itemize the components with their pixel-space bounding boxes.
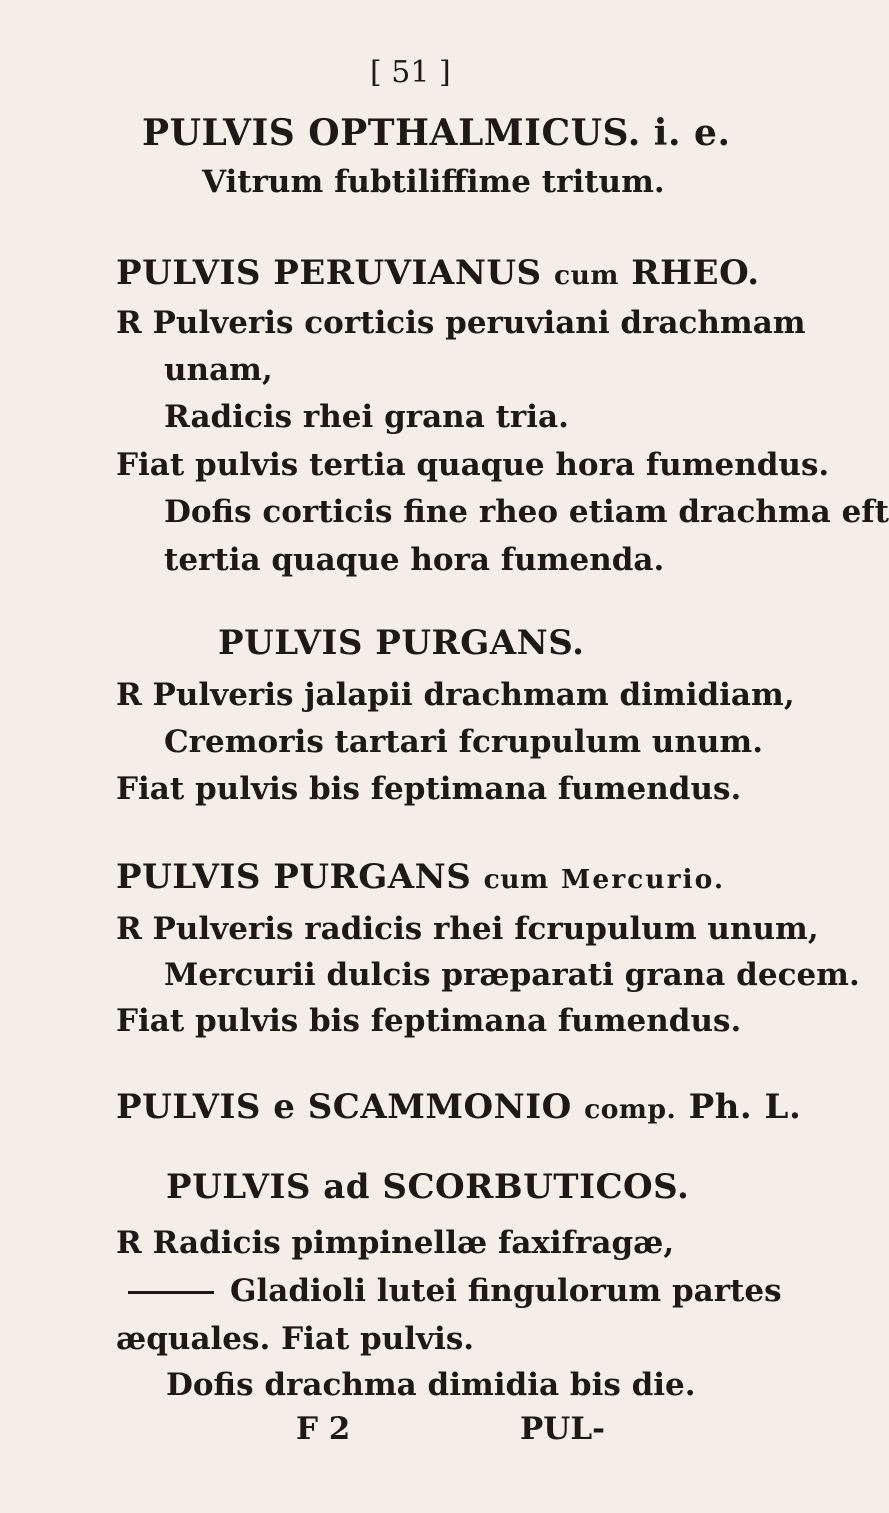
text-line: Dofis drachma dimidia bis die. [166,1367,696,1403]
heading-tail: Ph. L. [688,1087,802,1127]
text-line: tertia quaque hora fumenda. [164,542,665,578]
heading-pulvis-scorbuticos: PULVIS ad SCORBUTICOS. [166,1167,690,1207]
text-line: Dofis corticis fine rheo etiam drachma eft [164,494,889,530]
heading-tail: Mercurio. [560,864,726,895]
heading-pulvis-peruvianus [116,253,760,293]
text-line: R Pulveris jalapii drachmam dimidiam, [116,677,795,713]
text-line: R Radicis pimpinellæ faxifragæ, [116,1225,675,1261]
text-line: æquales. Fiat pulvis. [116,1321,475,1357]
catchword: PUL- [520,1411,606,1447]
text-line: Fiat pulvis tertia quaque hora fumendus. [116,447,830,483]
text-line: Vitrum fubtiliffime tritum. [202,164,665,200]
heading-pulvis-purgans: PULVIS PURGANS. [218,623,585,663]
text-line: R Pulveris radicis rhei fcrupulum unum, [116,911,819,947]
text-line-with-ditto [128,1273,782,1309]
heading-pulvis-purgans-mercurio [116,857,726,897]
page-number: [ 51 ] [370,55,451,90]
ditto-dash [128,1291,214,1294]
text-line: Mercurii dulcis præparati grana decem. [164,957,860,993]
heading-main: PULVIS PURGANS [116,857,472,897]
text-line: unam, [164,352,273,388]
text-line: Cremoris tartari fcrupulum unum. [164,724,764,760]
text-line: Gladioli lutei fingulorum partes [230,1273,782,1309]
heading-connector: comp. [584,1094,677,1125]
text-line: R Pulveris corticis peruviani drachmam [116,305,806,341]
heading-tail: RHEO. [631,253,760,293]
heading-connector: cum [483,864,549,895]
text-line: Fiat pulvis bis feptimana fumendus. [116,1003,742,1039]
heading-main: PULVIS PERUVIANUS [116,253,542,293]
heading-main: PULVIS e SCAMMONIO [116,1087,572,1127]
text-line: Fiat pulvis bis feptimana fumendus. [116,771,742,807]
heading-pulvis-opthalmicus: PULVIS OPTHALMICUS. i. e. [142,112,731,154]
heading-pulvis-scammonio [116,1087,802,1127]
signature-mark: F 2 [296,1411,351,1447]
text-line: Radicis rhei grana tria. [164,399,569,435]
heading-connector: cum [553,260,619,291]
